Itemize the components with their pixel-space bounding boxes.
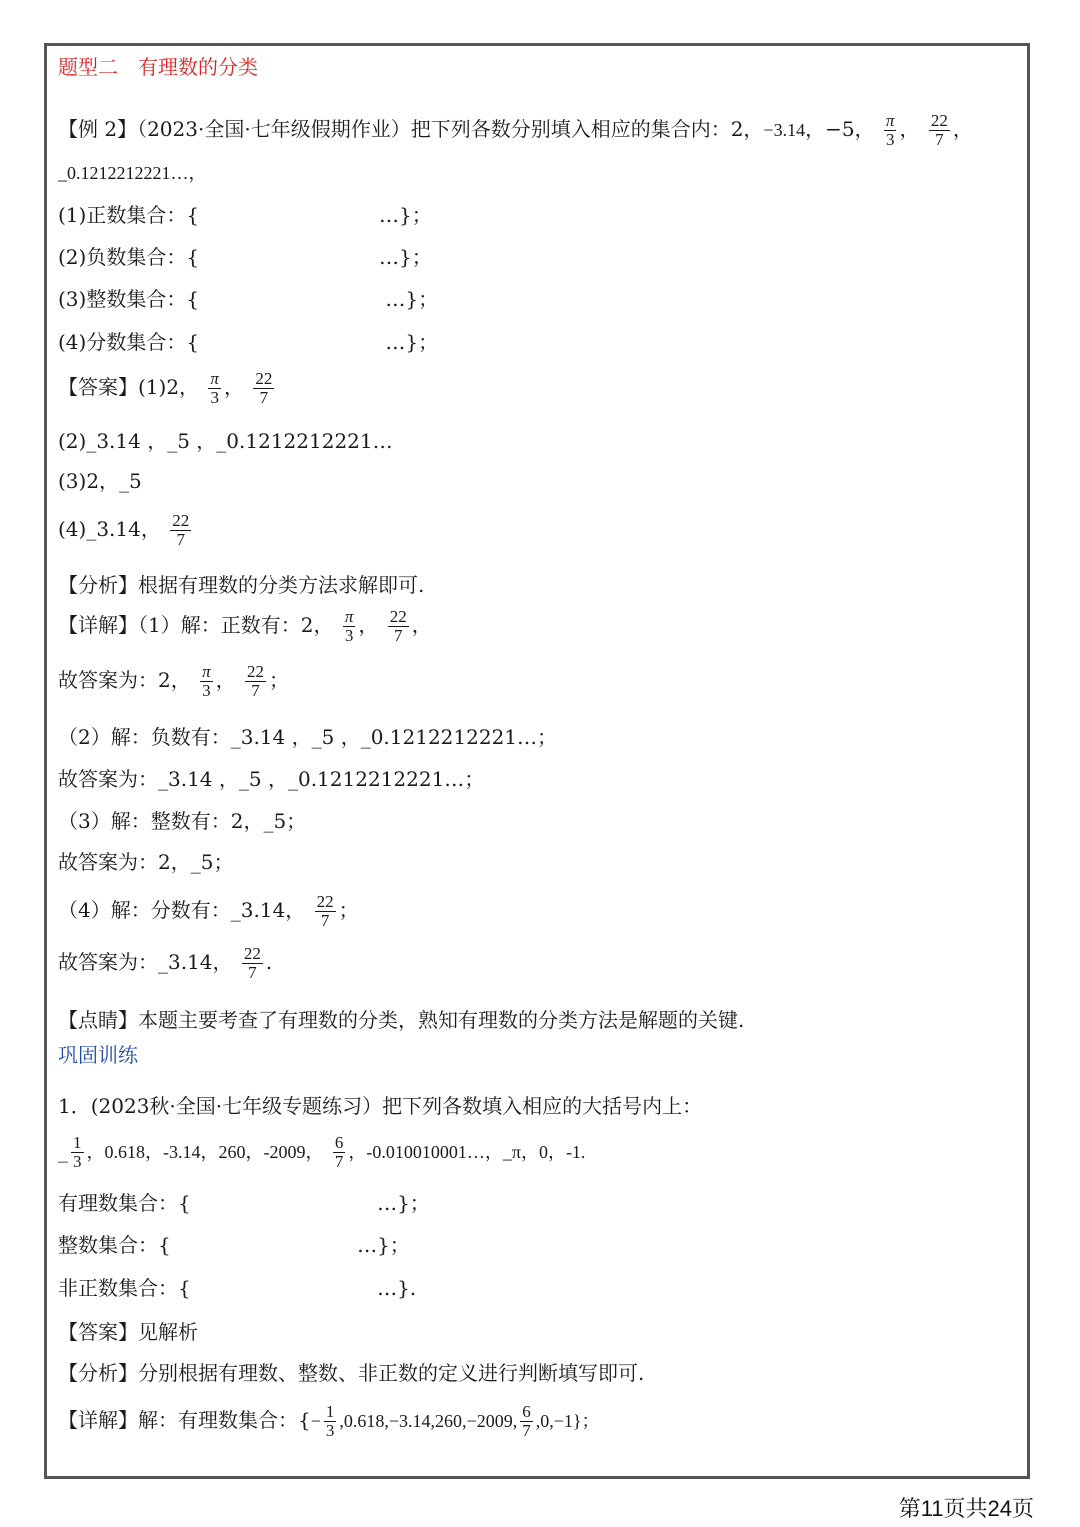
answer-4: (4)_3.14， $\frac{22}{7}$ [58, 511, 190, 549]
detail-3-answer: 故答案为：2，_5； [58, 850, 234, 874]
practice-set-2: 整数集合：{ …}； [58, 1233, 410, 1257]
detail-3: （3）解：整数有：2，_5； [58, 809, 307, 833]
practice-analysis: 【分析】分别根据有理数、整数、非正数的定义进行判断填写即可. [58, 1361, 645, 1385]
practice-set-3: 非正数集合：{ …}. [58, 1276, 417, 1300]
answer-2: (2)_3.14 ，_5 ，_0.1212212221… [58, 429, 393, 453]
question-3: (3)整数集合：{ …}； [58, 287, 439, 311]
key-point: 【点睛】本题主要考查了有理数的分类，熟知有理数的分类方法是解题的关键. [58, 1008, 745, 1032]
detail-4: （4）解：分数有：_3.14， $\frac{22}{7}$ ； [58, 892, 359, 930]
analysis: 【分析】根据有理数的分类方法求解即可. [58, 573, 425, 597]
detail-4-answer: 故答案为：_3.14， $\frac{22}{7}$ . [58, 944, 273, 982]
section-title: 题型二 有理数的分类 [58, 55, 258, 79]
practice-set-1: 有理数集合：{ …}； [58, 1191, 430, 1215]
question-4: (4)分数集合：{ …}； [58, 330, 439, 354]
example-continuation: _0.1212212221…， [58, 163, 207, 183]
page-number: 第11页共24页 [898, 1496, 1034, 1521]
practice-numbers: _ $\frac{1}{3}$ ，0.618，-3.14，260，-2009， $\frac{6}{7}$ ，-0.010010001…，_π，0，-1. [58, 1133, 586, 1171]
question-2: (2)负数集合：{ …}； [58, 245, 432, 269]
detail-1-answer: 故答案为：2， $\frac{\pi}{3}$ ， $\frac{22}{7}$ ； [58, 662, 289, 700]
detail-2-answer: 故答案为：_3.14 ，_5 ，_0.1212212221…； [58, 767, 485, 791]
practice-question: 1．(2023秋·全国·七年级专题练习）把下列各数填入相应的大括号内上： [58, 1094, 703, 1118]
fraction-22-over-7: $\frac{22}{7}$ [930, 111, 948, 149]
answer-1: 【答案】(1)2， $\frac{\pi}{3}$ ， $\frac{22}{7}$ [58, 369, 273, 407]
fraction-pi-over-3: $\frac{\pi}{3}$ [885, 111, 895, 149]
detail-2: （2）解：负数有：_3.14 ，_5 ，_0.1212212221…； [58, 725, 558, 749]
practice-detail: 【详解】解：有理数集合：{− $\frac{1}{3}$ ,0.618,−3.14,260,−2009, $\frac{6}{7}$ ,0,−1}； [58, 1402, 600, 1440]
practice-answer: 【答案】见解析 [58, 1320, 198, 1344]
question-1: (1)正数集合：{ …}； [58, 203, 432, 227]
answer-3: (3)2，_5 [58, 469, 142, 493]
practice-title: 巩固训练 [58, 1043, 138, 1067]
example-question: 【例 2】（2023·全国·七年级假期作业）把下列各数分别填入相应的集合内：2，−3.14，−5， $\frac{\pi}{3}$ ， $\frac{22}{7}$ ， [58, 111, 973, 149]
detail-1: 【详解】（1）解：正数有：2， $\frac{\pi}{3}$ ， $\frac{22}{7}$ ， [58, 607, 432, 645]
